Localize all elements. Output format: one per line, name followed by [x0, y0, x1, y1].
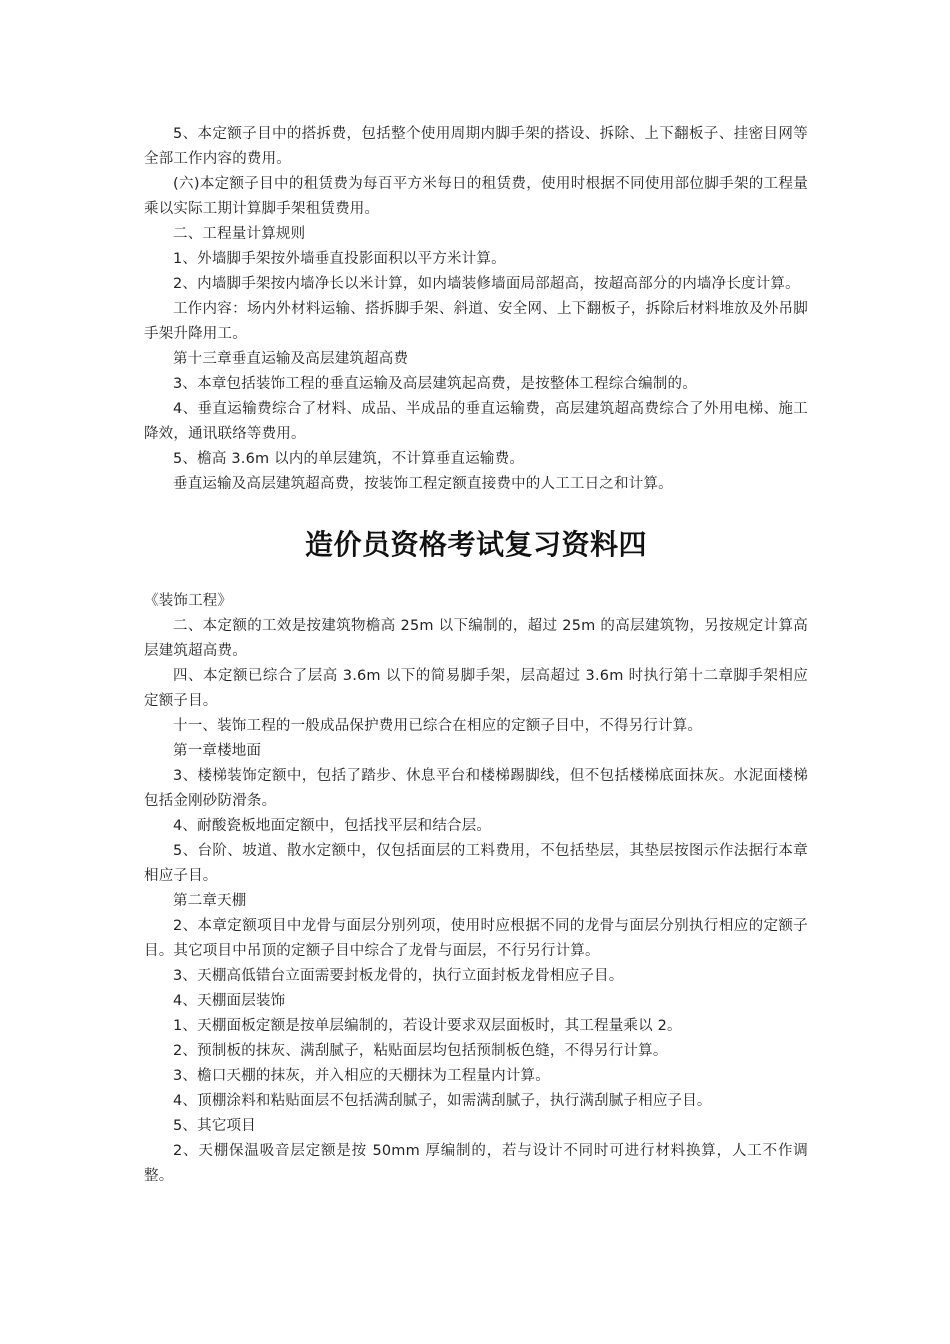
- chapter-heading: 第二章天棚: [173, 893, 247, 909]
- paragraph: 5、本定额子目中的搭拆费，包括整个使用周期内脚手架的搭设、拆除、上下翻板子、挂密目网等全部工作内容的费用。: [144, 126, 808, 167]
- paragraph: 4、顶棚涂料和粘贴面层不包括满刮腻子，如需满刮腻子，执行满刮腻子相应子目。: [173, 1093, 712, 1109]
- paragraph: 2、内墙脚手架按内墙净长以米计算，如内墙装修墙面局部超高，按超高部分的内墙净长度计算。: [173, 276, 800, 292]
- paragraph: 5、檐高 3.6m 以内的单层建筑，不计算垂直运输费。: [173, 451, 525, 467]
- chapter-heading: 第一章楼地面: [173, 743, 262, 759]
- paragraph: 1、外墙脚手架按外墙垂直投影面积以平方米计算。: [173, 251, 506, 267]
- section-scaffolding-notes: [144, 122, 808, 497]
- paragraph: 3、檐口天棚的抹灰，并入相应的天棚抹为工程量内计算。: [173, 1068, 550, 1084]
- paragraph: 3、本章包括装饰工程的垂直运输及高层建筑起高费，是按整体工程综合编制的。: [173, 376, 697, 392]
- paragraph: 4、垂直运输费综合了材料、成品、半成品的垂直运输费，高层建筑超高费综合了外用电梯、施工降效，通讯联络等费用。: [144, 401, 808, 442]
- paragraph: 2、预制板的抹灰、满刮腻子，粘贴面层均包括预制板色缝，不得另行计算。: [173, 1043, 668, 1059]
- source-label: 《装饰工程》: [144, 593, 233, 609]
- subheading: 5、其它项目: [173, 1118, 256, 1134]
- paragraph: 3、天棚高低错台立面需要封板龙骨的，执行立面封板龙骨相应子目。: [173, 968, 624, 984]
- chapter-heading: 第十三章垂直运输及高层建筑超高费: [173, 351, 409, 367]
- subheading: 4、天棚面层装饰: [173, 993, 286, 1009]
- paragraph: 十一、装饰工程的一般成品保护费用已综合在相应的定额子目中，不得另行计算。: [173, 718, 703, 734]
- paragraph: 5、台阶、坡道、散水定额中，仅包括面层的工料费用，不包括垫层，其垫层按图示作法据行本章相应子目。: [144, 843, 808, 884]
- document-page: [144, 122, 808, 1189]
- paragraph: 1、天棚面板定额是按单层编制的，若设计要求双层面板时，其工程量乘以 2。: [173, 1018, 682, 1034]
- document-title: 造价员资格考试复习资料四: [304, 528, 647, 561]
- paragraph: 二、本定额的工效是按建筑物檐高 25m 以下编制的，超过 25m 的高层建筑物，另按规定计算高层建筑超高费。: [144, 618, 808, 659]
- paragraph: (六)本定额子目中的租赁费为每百平方米每日的租赁费，使用时根据不同使用部位脚手架的工程量乘以实际工期计算脚手架租赁费用。: [144, 176, 808, 217]
- paragraph: 2、天棚保温吸音层定额是按 50mm 厚编制的，若与设计不同时可进行材料换算，人工不作调整。: [144, 1143, 808, 1184]
- paragraph: 垂直运输及高层建筑超高费，按装饰工程定额直接费中的人工工日之和计算。: [173, 476, 673, 492]
- subheading: 二、工程量计算规则: [173, 226, 306, 242]
- paragraph: 3、楼梯装饰定额中，包括了踏步、休息平台和楼梯踢脚线，但不包括楼梯底面抹灰。水泥面楼梯包括金刚砂防滑条。: [144, 768, 808, 809]
- paragraph: 工作内容：场内外材料运输、搭拆脚手架、斜道、安全网、上下翻板子，拆除后材料堆放及外吊脚手架升降用工。: [144, 301, 808, 342]
- paragraph: 4、耐酸瓷板地面定额中，包括找平层和结合层。: [173, 818, 492, 834]
- paragraph: 2、本章定额项目中龙骨与面层分别列项，使用时应根据不同的龙骨与面层分别执行相应的定额子目。其它项目中吊顶的定额子目中综合了龙骨与面层，不行另行计算。: [144, 918, 808, 959]
- section-decoration-notes: [144, 589, 808, 1189]
- paragraph: 四、本定额已综合了层高 3.6m 以下的简易脚手架，层高超过 3.6m 时执行第十二章脚手架相应定额子目。: [144, 668, 808, 709]
